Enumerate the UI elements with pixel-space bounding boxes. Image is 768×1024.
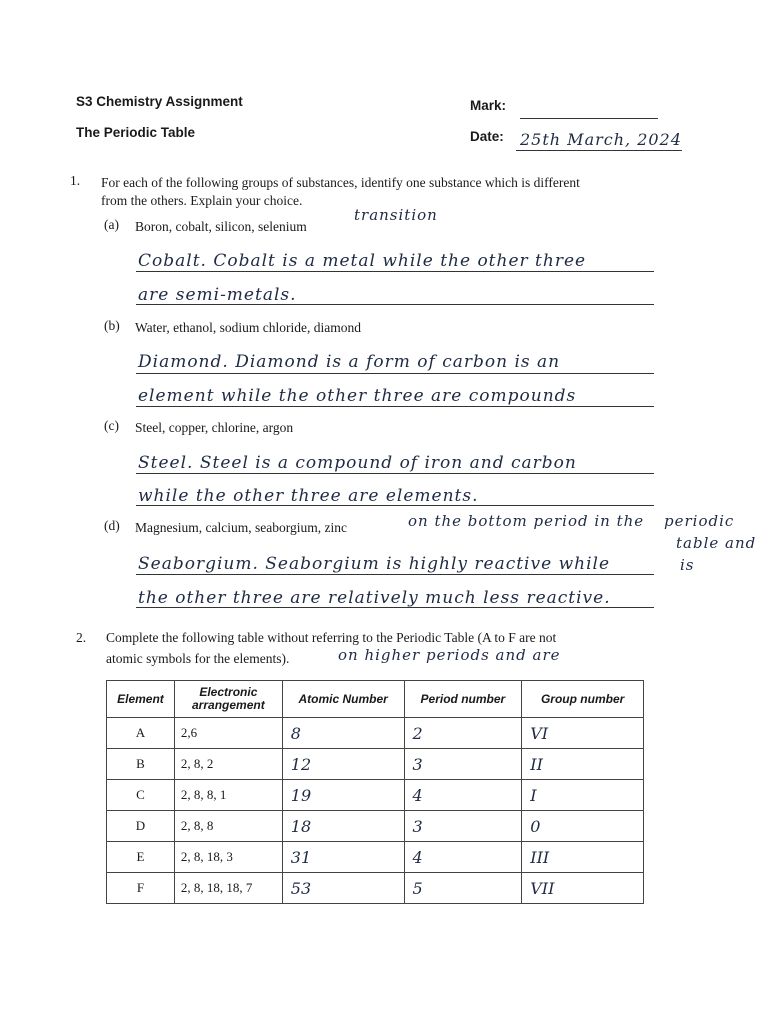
q1c-answer-line2: while the other three are elements. (138, 486, 479, 506)
atomic-number-cell: 12 (282, 749, 404, 780)
atomic-number-cell: 31 (282, 842, 404, 873)
q1d-text: Magnesium, calcium, seaborgium, zinc (135, 520, 347, 535)
q1d-insert1: on the bottom period in the (408, 512, 645, 530)
q1a-label: (a) (104, 217, 119, 232)
q1d-insert2: periodic (664, 512, 735, 530)
element-cell: D (107, 811, 175, 842)
q1a-answer-line1: Cobalt. Cobalt is a metal while the other three (138, 251, 587, 271)
q1d-answer-line1: Seaborgium. Seaborgium is highly reactive while (138, 554, 610, 574)
q1b-line2 (136, 406, 654, 407)
q1d-insert4: is (680, 556, 695, 574)
q1b-line1 (136, 373, 654, 374)
q1d-insert3: table and (676, 534, 757, 552)
period-cell: 2 (404, 718, 522, 749)
mark-line (520, 118, 658, 119)
header-group-number: Group number (522, 681, 644, 718)
arrangement-cell: 2, 8, 2 (174, 749, 282, 780)
assignment-subtitle: The Periodic Table (76, 125, 196, 140)
q2-number: 2. (76, 630, 87, 645)
q1b-answer-line1: Diamond. Diamond is a form of carbon is an (138, 352, 561, 372)
q1c-line1 (136, 473, 654, 474)
atomic-number-cell: 8 (282, 718, 404, 749)
atomic-number-cell: 19 (282, 780, 404, 811)
assignment-title: S3 Chemistry Assignment (76, 94, 243, 109)
element-table (106, 680, 644, 904)
header-element: Element (107, 681, 175, 718)
q1-number: 1. (70, 173, 81, 188)
group-cell: VI (522, 718, 644, 749)
q1c-answer-line1: Steel. Steel is a compound of iron and carbon (138, 453, 577, 473)
period-cell: 4 (404, 842, 522, 873)
q1a-answer-line2: are semi-metals. (138, 285, 297, 305)
q2-instruction-line1: Complete the following table without referring to the Periodic Table (A to F are not (106, 630, 557, 645)
q1b-text: Water, ethanol, sodium chloride, diamond (135, 320, 361, 335)
table-header-row (107, 681, 644, 718)
period-cell: 3 (404, 749, 522, 780)
q1c-line2 (136, 505, 654, 506)
q1c-label: (c) (104, 418, 119, 433)
period-cell: 4 (404, 780, 522, 811)
arrangement-cell: 2, 8, 8 (174, 811, 282, 842)
mark-label: Mark: (470, 98, 507, 113)
group-cell: I (522, 780, 644, 811)
q1a-text: Boron, cobalt, silicon, selenium (135, 219, 307, 234)
group-cell: VII (522, 873, 644, 904)
period-cell: 5 (404, 873, 522, 904)
table-row (107, 749, 644, 780)
q2-instruction-line2: atomic symbols for the elements). (106, 651, 290, 666)
date-value: 25th March, 2024 (520, 130, 682, 149)
date-label: Date: (470, 129, 504, 144)
header-atomic-number: Atomic Number (282, 681, 404, 718)
q1a-insert: transition (354, 206, 438, 224)
q1d-line2 (136, 607, 654, 608)
header-period-number: Period number (404, 681, 522, 718)
atomic-number-cell: 53 (282, 873, 404, 904)
q1a-line2 (136, 304, 654, 305)
arrangement-cell: 2,6 (174, 718, 282, 749)
q1-instruction-line1: For each of the following groups of substances, identify one substance which is different (101, 175, 580, 190)
group-cell: III (522, 842, 644, 873)
table-row (107, 842, 644, 873)
element-cell: C (107, 780, 175, 811)
q1a-line1 (136, 271, 654, 272)
table-row (107, 780, 644, 811)
q1d-answer-line2: the other three are relatively much less reactive. (138, 588, 611, 608)
element-cell: E (107, 842, 175, 873)
q1b-label: (b) (104, 318, 120, 333)
q1c-text: Steel, copper, chlorine, argon (135, 420, 294, 435)
q1d-line1 (136, 574, 654, 575)
element-cell: F (107, 873, 175, 904)
element-cell: A (107, 718, 175, 749)
date-line (516, 150, 682, 151)
table-row (107, 811, 644, 842)
q1b-answer-line2: element while the other three are compounds (138, 386, 577, 406)
arrangement-cell: 2, 8, 8, 1 (174, 780, 282, 811)
arrangement-cell: 2, 8, 18, 3 (174, 842, 282, 873)
arrangement-cell: 2, 8, 18, 18, 7 (174, 873, 282, 904)
table-row (107, 873, 644, 904)
group-cell: 0 (522, 811, 644, 842)
q1d-label: (d) (104, 518, 120, 533)
period-cell: 3 (404, 811, 522, 842)
q1d-insert5: on higher periods and are (338, 646, 561, 664)
group-cell: II (522, 749, 644, 780)
atomic-number-cell: 18 (282, 811, 404, 842)
header-electronic-arrangement: Electronic arrangement (174, 681, 282, 718)
mark-value (522, 100, 658, 116)
element-cell: B (107, 749, 175, 780)
q1-instruction-line2: from the others. Explain your choice. (101, 193, 303, 208)
table-row (107, 718, 644, 749)
